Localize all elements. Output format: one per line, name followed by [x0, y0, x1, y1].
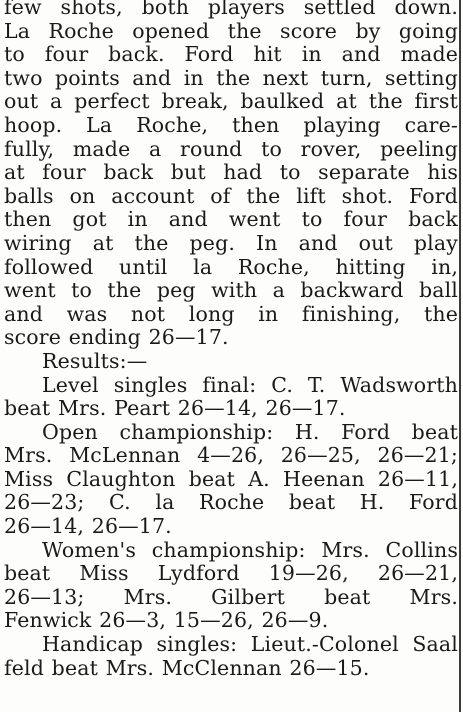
result-open-championship	[4, 421, 458, 539]
result-line: beat Miss Lydford 19—26, 26—21,	[4, 561, 458, 586]
text-line: out a perfect break, baulked at the first	[4, 89, 458, 114]
result-line: Mrs. McLennan 4—26, 26—25, 26—21;	[4, 443, 458, 468]
result-line: Handicap singles: Lieut.-Colonel Saal	[42, 632, 458, 657]
result-line: beat Mrs. Peart 26—14, 26—17.	[4, 396, 346, 421]
text-line: wiring at the peg. In and out play	[4, 230, 458, 255]
result-line: Open championship: H. Ford beat	[42, 419, 458, 444]
text-line: went to the peg with a backward ball	[4, 278, 458, 303]
narrative-paragraph	[4, 0, 458, 350]
text-line: La Roche opened the score by going	[4, 18, 458, 43]
results-heading: Results:—	[42, 348, 148, 373]
text-line: fully, made a round to rover, peeling	[4, 136, 458, 161]
result-line: Women's championship: Mrs. Collins	[42, 537, 458, 562]
result-line: 26—23; C. la Roche beat H. Ford	[4, 490, 458, 515]
result-line: 26—13; Mrs. Gilbert beat Mrs.	[4, 584, 458, 609]
text-line: few shots, both players settled down.	[4, 0, 458, 19]
text-line: hoop. La Roche, then playing care-	[4, 112, 458, 137]
result-womens-championship	[4, 539, 458, 633]
result-line: feld beat Mrs. McClennan 26—15.	[4, 655, 370, 680]
result-line: Level singles final: C. T. Wadsworth	[42, 372, 458, 397]
text-line: score ending 26—17.	[4, 325, 229, 350]
column-rule	[459, 0, 461, 712]
result-handicap-singles	[4, 633, 458, 680]
result-line: Fenwick 26—3, 15—26, 26—9.	[4, 608, 329, 633]
result-line: 26—14, 26—17.	[4, 514, 172, 539]
text-line: two points and in the next turn, setting	[4, 65, 458, 90]
result-line: Miss Claughton beat A. Heenan 26—11,	[4, 466, 458, 491]
text-line: and was not long in finishing, the	[4, 301, 458, 326]
text-line: to four back. Ford hit in and made	[4, 42, 458, 67]
text-line: at four back but had to separate his	[4, 160, 458, 185]
text-line: followed until la Roche, hitting in,	[4, 254, 458, 279]
text-line: then got in and went to four back	[4, 207, 458, 232]
article-column	[4, 0, 458, 680]
text-line: balls on account of the lift shot. Ford	[4, 183, 458, 208]
result-level-singles	[4, 374, 458, 421]
